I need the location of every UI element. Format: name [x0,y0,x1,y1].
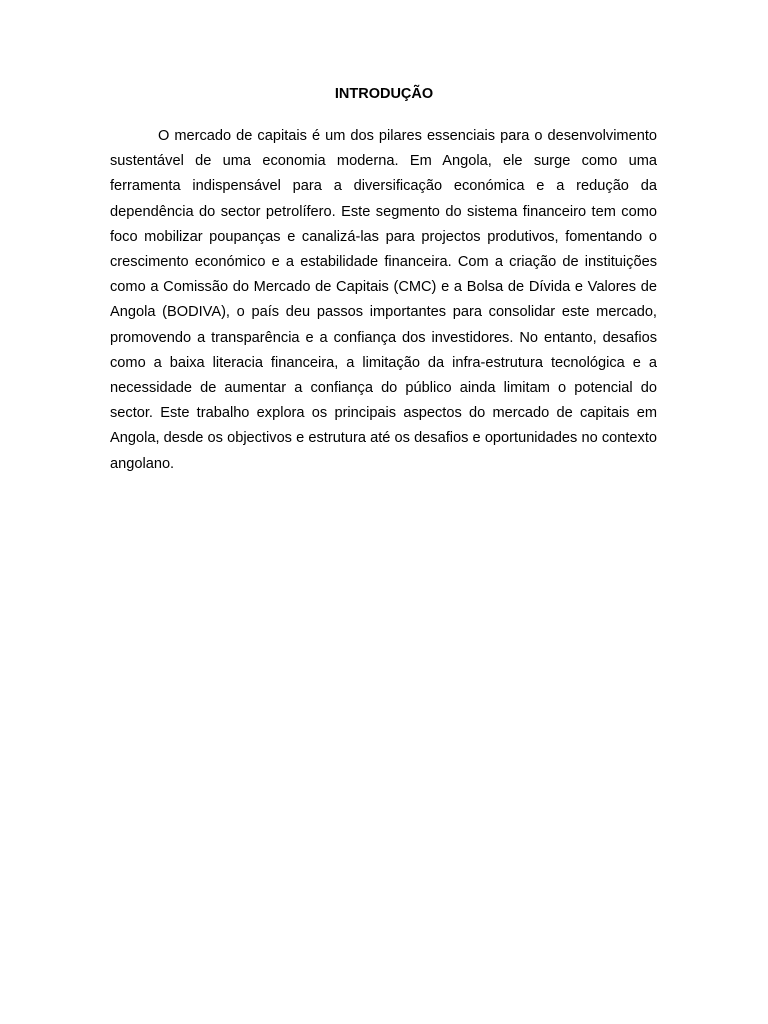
section-heading: INTRODUÇÃO [334,86,434,102]
intro-paragraph: O mercado de capitais é um dos pilares essenciais para o desenvolvimento sustentável de uma economia moderna. Em Angola, ele surge como uma ferramenta indispensável para a diversificação económica e a redução da dependência do sector petrolífero. Este segmento do sistema financeiro tem como foco mobilizar poupanças e canalizá-las para projectos produtivos, fomentando o crescimento económico e a estabilidade financeira. Com a criação de instituições como a Comissão do Mercado de Capitais (CMC) e a Bolsa de Dívida e Valores de Angola (BODIVA), o país deu passos importantes para consolidar este mercado, promovendo a transparência e a confiança dos investidores. No entanto, desafios como a baixa literacia financeira, a limitação da infra-estrutura tecnológica e a necessidade de aumentar a confiança do público ainda limitam o potencial do sector. Este trabalho explora os principais aspectos do mercado de capitais em Angola, desde os objectivos e estrutura até os desafios e oportunidades no contexto angolano. [110,128,657,472]
